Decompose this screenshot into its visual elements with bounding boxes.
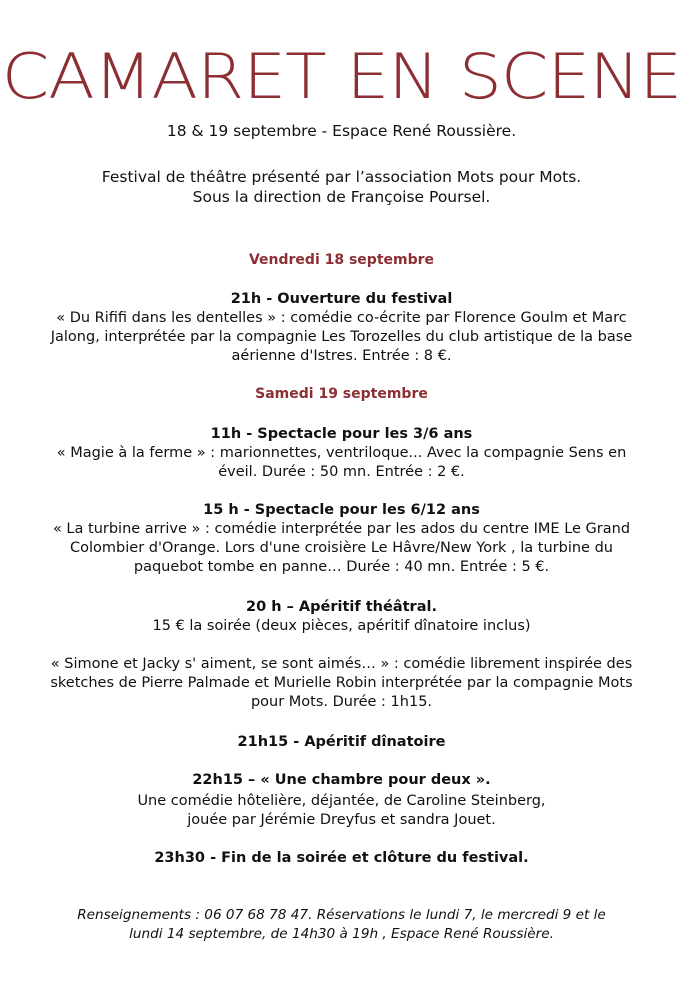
event-description: pour Mots. Durée : 1h15. xyxy=(250,694,433,710)
festival-direction: Sous la direction de Françoise Poursel. xyxy=(192,188,491,206)
event-description: « La turbine arrive » : comédie interprétée par les ados du centre IME Le Grand xyxy=(52,521,631,537)
page-title: CAMARET EN SCENE xyxy=(1,41,682,114)
event-title: 23h30 - Fin de la soirée et clôture du festival. xyxy=(154,850,529,866)
event-description: sketches de Pierre Palmade et Murielle Robin interprétée par la compagnie Mots xyxy=(50,675,633,691)
event-title: 15 h - Spectacle pour les 6/12 ans xyxy=(203,502,480,518)
event-description: Colombier d'Orange. Lors d'une croisière Le Hâvre/New York , la turbine du xyxy=(70,540,613,556)
event-title: 21h - Ouverture du festival xyxy=(230,291,453,307)
event-description: aérienne d'Istres. Entrée : 8 €. xyxy=(231,348,452,364)
dates-venue: 18 & 19 septembre - Espace René Roussière. xyxy=(166,122,517,140)
event-description: éveil. Durée : 50 mn. Entrée : 2 €. xyxy=(218,464,465,480)
info-reservations: Renseignements : 06 07 68 78 47. Réservations le lundi 7, le mercredi 9 et le xyxy=(77,907,606,923)
event-description: jouée par Jérémie Dreyfus et sandra Jouet. xyxy=(187,812,496,828)
event-description: paquebot tombe en panne… Durée : 40 mn. Entrée : 5 €. xyxy=(133,559,550,575)
event-title: 21h15 - Apéritif dînatoire xyxy=(237,734,446,750)
day-heading-friday: Vendredi 18 septembre xyxy=(248,252,435,268)
event-title: 20 h – Apéritif théâtral. xyxy=(246,599,437,615)
info-reservations: lundi 14 septembre, de 14h30 à 19h , Espace René Roussière. xyxy=(129,926,554,942)
event-description: « Simone et Jacky s' aiment, se sont aimés… » : comédie librement inspirée des xyxy=(50,656,633,672)
event-title: 11h - Spectacle pour les 3/6 ans xyxy=(210,426,473,442)
event-description: « Du Rififi dans les dentelles » : comédie co-écrite par Florence Goulm et Marc xyxy=(56,310,627,326)
event-description: Jalong, interprétée par la compagnie Les Torozelles du club artistique de la base xyxy=(50,329,633,345)
event-description: Une comédie hôtelière, déjantée, de Caroline Steinberg, xyxy=(137,793,546,809)
event-description: 15 € la soirée (deux pièces, apéritif dînatoire inclus) xyxy=(152,618,531,634)
event-title: 22h15 – « Une chambre pour deux ». xyxy=(192,772,491,788)
event-description: « Magie à la ferme » : marionnettes, ventriloque... Avec la compagnie Sens en xyxy=(56,445,627,461)
day-heading-saturday: Samedi 19 septembre xyxy=(255,386,428,402)
festival-intro: Festival de théâtre présenté par l’association Mots pour Mots. xyxy=(101,168,582,186)
